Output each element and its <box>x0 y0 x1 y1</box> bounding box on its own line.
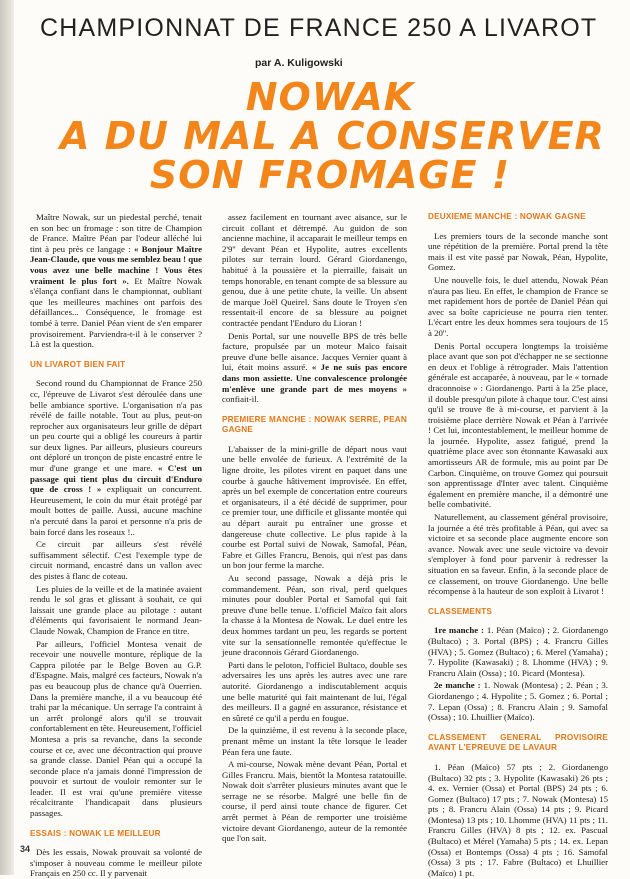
page-binding-shadow <box>0 0 14 875</box>
paragraph: Dès les essais, Nowak prouvait sa volonté de s'imposer à nouveau comme le meilleur pilote Français en 250 cc. Il y parvenait <box>30 847 202 879</box>
text-column-1 <box>30 212 202 879</box>
subheading: PREMIERE MANCHE : NOWAK SERRE, PEAN GAGNE <box>222 414 407 435</box>
text: Denis Portal, sur une nouvelle BPS de très belle facture, propulsée par un moteur Maïco faisait preuve d'une belle aisance. Jacques Vernier quant à lui, était moins assuré. <box>222 330 407 373</box>
results-second-heat <box>428 680 608 722</box>
article-headline <box>60 75 605 197</box>
text: expliquait un concurrent. Heureusement, le coin du mur était protégé par moult bottes de paille. Aussi, aucune machine n'a percuté dans la paroi et personne n'a pris de bain forcé dans les roseaux !.. <box>30 484 202 537</box>
paragraph <box>30 378 202 537</box>
paragraph: Une nouvelle fois, le duel attendu, Nowak Péan n'aura pas lieu. En effet, le champion de France se met rapidement hors de portée de Daniel Péan qui avec sa boîte capricieuse ne pourra rien tenter. L'écart entre les deux hommes sera toujours de 15 à 20''. <box>428 274 608 338</box>
subheading: UN LIVAROT BIEN FAIT <box>30 359 126 369</box>
paragraph: Au second passage, Nowak a déjà pris le commandement. Péan, son rival, perd quelques minutes pour doubler Portal et Samofal qui fait preuve d'une belle tenue. L'officiel Maïco fait alors la chasse à la Montesa de Nowak. Le duel entre les deux hommes tardant un peu, les regards se portent vite sur la sensationnelle remontée qu'effectue le jeune draconnois Gérard Giordanengo. <box>222 573 407 658</box>
subheading: CLASSEMENT GENERAL PROVISOIRE AVANT L'EPREUVE DE LAVAUR <box>428 732 608 753</box>
bold-quote: « C'est un passage qui tient plus du circuit d'Enduro que de cross ! » <box>30 463 202 495</box>
text: Maître Nowak, sur un piedestal perché, tenait en son bec un fromage : son titre de Champion de France. Maître Péan par l'odeur alléché lui tint à peu près ce langage : <box>30 212 202 254</box>
text-column-2 <box>222 212 407 862</box>
article-supertitle: CHAMPIONNAT DE FRANCE 250 A LIVAROT <box>40 14 598 42</box>
paragraph: Les pluies de la veille et de la matinée avaient rendu le sol gras et glissant à souhait, ce qui laissait une grande place au pilotage : autant d'éléments qui favorisaient le normand Jean-Claude Nowak, Champion de France en titre. <box>30 583 202 636</box>
results-first-heat <box>428 625 608 678</box>
subheading: CLASSEMENTS <box>428 606 493 616</box>
text-column-3 <box>428 212 609 878</box>
paragraph: Par ailleurs, l'officiel Montesa venait de recevoir une nouvelle monture, réplique de la Cappra pilotée par le Belge Boven au G.P. d'Espagne. Mais, malgré ces facteurs, Nowak n'a pas eu beaucoup plus de chance qu'à Ouerrien. Dans la première manche, il a vu beaucoup été trahi par la mécanique. Un serrage l'a contraint à un arrêt prolongé alors qu'il se trouvait confortablement en tête. Heureusement, l'officiel Montesa a pris sa revanche, dans la seconde course et ce, avec une décontraction qui prouve sa grande classe. Daniel Péan qui a occupé la seconde place n'a jamais donné l'impression de pouvoir et surtout de vouloir remonter sur le leader. Il est vrai qu'une première vitesse récalcitrante l'handicapait dans plusieurs passages. <box>30 638 202 819</box>
page-number: 34 <box>20 844 31 854</box>
paragraph <box>30 212 202 350</box>
text: confiait-il. <box>222 394 259 405</box>
subheading: ESSAIS : NOWAK LE MEILLEUR <box>30 828 161 838</box>
text: Second round du Championnat de France 250 cc, l'épreuve de Livarot s'est déroulée dans une belle ambiance sportive. L'organisation n'a pas révélé de faille notable. Tout au plus, peut-on reprocher aux organisateurs leur grille de départ un peu courte qui a obligé les coureurs à partir sur deux lignes. Par ailleurs, plusieurs coureurs ont déploré un tronçon de piste encastré entre le mur d'une grange et une mare. <box>30 378 202 474</box>
paragraph: Parti dans le peloton, l'officiel Bultaco, double ses adversaires les uns après les autres avec une rare autorité. Giordanengo a indiscutablement acquis une belle maturité qui fait maintenant de lui, l'égal des meilleurs. Il a gagné en assurance, résistance et en sûreté ce qu'il a perdu en fougue. <box>222 659 407 723</box>
headline-line-2: A DU MAL A CONSERVER <box>60 114 605 158</box>
article-author: par A. Kuligowski <box>255 57 343 69</box>
results-label: 1re manche : <box>434 625 484 636</box>
headline-line-3: SON FROMAGE ! <box>149 153 511 197</box>
paragraph: Ce circuit par ailleurs s'est révélé suffisamment sélectif. C'est l'exemple type de circuit normand, encastré dans un vallon avec des pistes à flanc de coteau. <box>30 539 202 581</box>
paragraph <box>222 331 407 405</box>
paragraph: assez facilement en tournant avec aisance, sur le circuit collant et détrempé. Au guidon de son ancienne machine, il accaparait le meilleur temps en 2'9'' devant Péan et Hypolite, autres excellents pilotes sur terrain lourd. Gérard Giordanengo, habitué à la poussière et la pierraille, faisait un temps honorable, en tenant compte de sa blessure au genou, due à une petite chute, la veille. Un absent de marque Joël Queirel. Sans doute le Troyen s'en ressentait-il encore de sa blessure au poignet contractée pendant l'Enduro du Lioran ! <box>222 212 407 328</box>
results-general-standings: 1. Péan (Maïco) 57 pts ; 2. Giordanengo (Bultaco) 32 pts ; 3. Hypolite (Kawasaki) 26 pts ; 4. ex. Vernier (Ossa) et Portal (BPS) 24 pts ; 6. Gomez (Bultaco) 17 pts ; 7. Nowak (Montesa) 15 pts ; 8. Francru Alain (Ossa) 14 pts ; 9. Picard (Montesa) 13 pts ; 10. Lhomme (HVA) 11 pts ; 11. Francru Gilles (HVA) 8 pts ; 12. ex. Pascual (Bultaco) et Mérel (Yamaha) 5 pts ; 14. ex. Lepan (Ossa) et Bontemps (Ossa) 4 pts ; 16. Samofal (Ossa) 3 pts ; 17. Fabre (Bultaco) et Lhuillier (Maïco) 1 pt. <box>428 761 608 878</box>
paragraph: Les premiers tours de la seconde manche sont une répétition de la première. Portal prend la tête mais il est vite passé par Nowak, Péan, Hypolite, Gomez. <box>428 230 608 273</box>
subheading: DEUXIEME MANCHE : NOWAK GAGNE <box>428 212 586 221</box>
paragraph: De la quinzième, il est revenu à la seconde place, prenant même un instant la tête lorsque le leader Péan fera une faute. <box>222 725 407 757</box>
paragraph: Denis Portal occupera longtemps la troisième place avant que son pot d'échapper ne se sectionne en deux et l'oblige à rétrograder. Mais l'attention générale est accaparée, à nouveau, par le « tornade draconnoise » : Giordanengo. Parti à la 25e place, il double presqu'un pilote à chaque tour. C'est ainsi qu'il se trouve 8e à mi-course, et parvient à la troisième place derrière Nowak et Péan à l'arrivée ! Cet lui, incontestablement, le meilleur homme de la journée. Hypolite, assez fatigué, prend la quatrième place avec son étonnante Kawasaki aux amortisseurs AR de formule, mis au point par De Carbon. Cinquième, on trouve Gomez qui poursuit son apprentissage d'Inter avec talent. Cinquième également en première manche, il a démontré une belle combativité. <box>428 340 608 510</box>
headline-line-1: NOWAK <box>245 75 415 119</box>
paragraph: A mi-course, Nowak mène devant Péan, Portal et Gilles Francru. Mais, bientôt la Montesa ratatouille. Nowak doit s'arrêter plusieurs minutes avant que le serrage ne se résorbe. Malgré une belle fin de course, il perd ainsi toute chance de figurer. Cet arrêt permet à Péan de remporter une troisième victoire devant Giordanengo, auteur de la remontée que l'on sait. <box>222 759 407 844</box>
bold-quote: « Je ne suis pas encore dans mon assiette. Une convalescence prolongée m'enlève une grande part de mes moyens » <box>222 362 407 394</box>
text: 1. Péan (Maïco) ; 2. Giordanengo (Bultaco) ; 3. Portal (BPS) ; 4. Francru Gilles (HVA) ; 5. Gomez (Bultaco) ; 6. Merel (Yamaha) ; 7. Hypolite (Kawasaki) ; 8. Lhomme (HVA) ; 9. Francru Alain (Ossa) ; 10. Picard (Montesa). <box>428 625 608 678</box>
text: Et Maître Nowak s'élança confiant dans le championnat, oubliant que les meilleures machines ont parfois des défaillances... Conséquence, le fromage est tombé à terre. Daniel Péan vient de s'en emparer provisoirement. Parviendra-t-il à le conserver ? Là est la question. <box>30 275 202 350</box>
bold-quote: « Bonjour Maître Jean-Claude, que vous me semblez beau ! que vous avez une belle machine ! Vous êtes vraiment le plus fort ». <box>30 243 202 286</box>
text: 1. Nowak (Montesa) ; 2. Péan ; 3. Giordanengo ; 4. Hypolite ; 5. Gomez ; 6. Portal ; 7. Lepan (Ossa) ; 8. Francru Alain ; 9. Samofal (Ossa) ; 10. Lhuillier (Maïco). <box>428 680 609 723</box>
paragraph: L'abaisser de la mini-grille de départ nous vaut une belle envolée de furieux. A l'extrémité de la ligne droite, les pilotes virent en paquet dans une courbe à gauche hâtivement improvisée. En effet, après un bel exemple de concertation entre coureurs et organisateurs, il a été décidé de supprimer, pour ce premier tour, une difficile et glissante montée qui au départ aurait pu entraîner une grosse et dangereuse chute collective. Le plus rapide à la courbe est Portal suivi de Nowak, Samofal, Péan, Fabre et Gilles Francru, Benois, qui n'est pas dans un bon jour ferme la marche. <box>222 443 407 571</box>
results-label: 2e manche : <box>434 680 481 691</box>
paragraph: Naturellement, au classement général provisoire, la journée a été très profitable à Péan, qui avec sa victoire et sa seconde place augmente encore son avance. Nowak avec une seule victoire va devoir s'employer à fond pour parvenir à redresser la situation en sa faveur. Enfin, à la seconde place de ce classement, on trouve Giordanengo. Une belle récompense à la hauteur de son exploit à Livarot ! <box>428 512 608 597</box>
